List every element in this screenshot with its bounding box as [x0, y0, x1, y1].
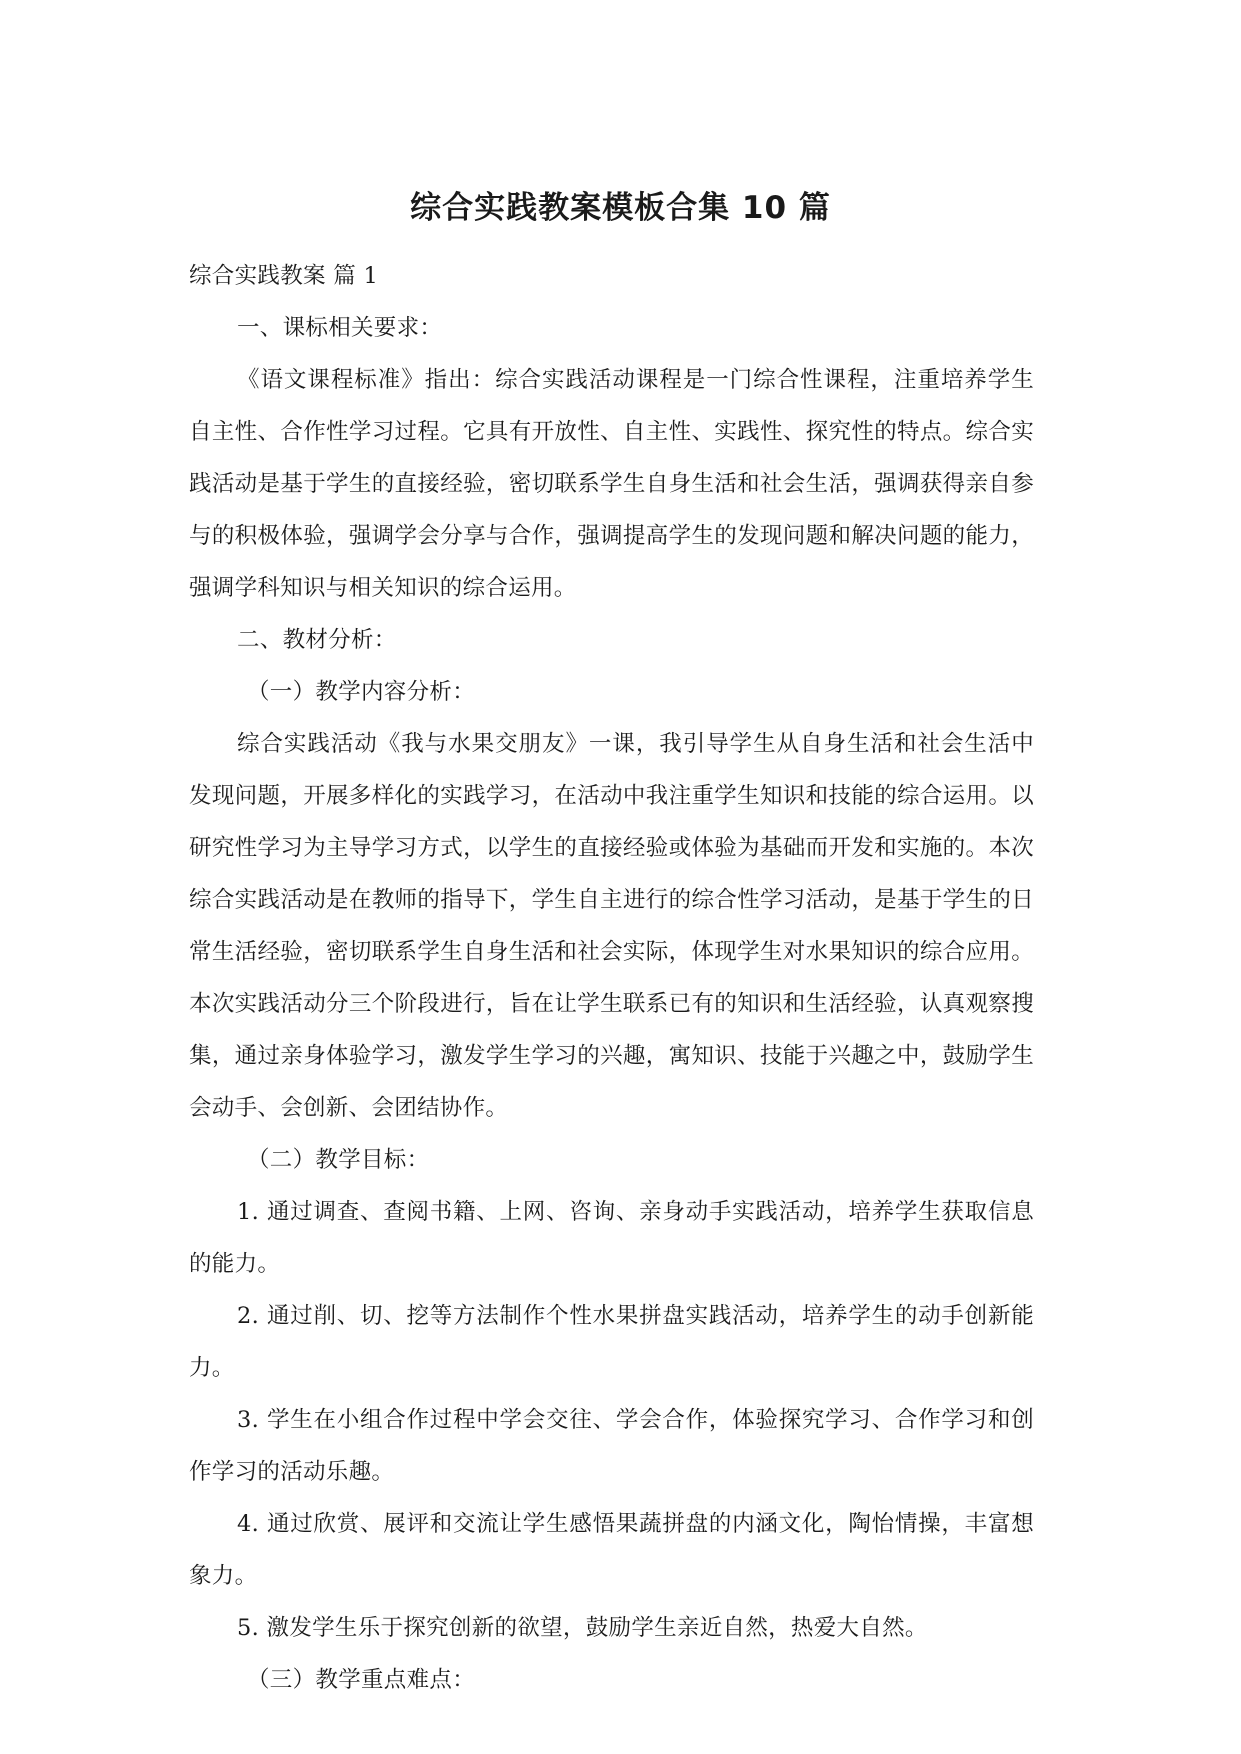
- paragraph-curriculum-standard: 《语文课程标准》指出：综合实践活动课程是一门综合性课程，注重培养学生自主性、合作性学习过程。它具有开放性、自主性、实践性、探究性的特点。综合实践活动是基于学生的直接经验，密切联系学生自身生活和社会生活，强调获得亲自参与的积极体验，强调学会分享与合作，强调提高学生的发现问题和解决问题的能力，强调学科知识与相关知识的综合运用。: [189, 367, 1034, 601]
- section-heading: 综合实践教案 篇 1: [189, 263, 379, 289]
- goal-item-4: 4. 通过欣赏、展评和交流让学生感悟果蔬拼盘的内涵文化，陶怡情操，丰富想象力。: [189, 1511, 1034, 1589]
- goal-item-3: 3. 学生在小组合作过程中学会交往、学会合作，体验探究学习、合作学习和创作学习的活动乐趣。: [189, 1407, 1034, 1485]
- goal-item-5: 5. 激发学生乐于探究创新的欲望，鼓励学生亲近自然，热爱大自然。: [237, 1615, 928, 1641]
- heading-textbook-analysis: 二、教材分析：: [237, 627, 397, 653]
- subheading-key-difficulties: （三）教学重点难点：: [247, 1667, 476, 1693]
- document-title: 综合实践教案模板合集 10 篇: [410, 190, 831, 226]
- subheading-teaching-goals: （二）教学目标：: [247, 1147, 430, 1173]
- heading-curriculum-requirements: 一、课标相关要求：: [237, 315, 443, 341]
- goal-item-1: 1. 通过调查、查阅书籍、上网、咨询、亲身动手实践活动，培养学生获取信息的能力。: [189, 1199, 1034, 1277]
- paragraph-content-analysis: 综合实践活动《我与水果交朋友》一课，我引导学生从自身生活和社会生活中发现问题，开展多样化的实践学习，在活动中我注重学生知识和技能的综合运用。以研究性学习为主导学习方式，以学生的直接经验或体验为基础而开发和实施的。本次综合实践活动是在教师的指导下，学生自主进行的综合性学习活动，是基于学生的日常生活经验，密切联系学生自身生活和社会实际，体现学生对水果知识的综合应用。本次实践活动分三个阶段进行，旨在让学生联系已有的知识和生活经验，认真观察搜集，通过亲身体验学习，激发学生学习的兴趣，寓知识、技能于兴趣之中，鼓励学生会动手、会创新、会团结协作。: [189, 731, 1034, 1121]
- goal-item-2: 2. 通过削、切、挖等方法制作个性水果拼盘实践活动，培养学生的动手创新能力。: [189, 1303, 1034, 1381]
- document-body: [189, 250, 1034, 1706]
- subheading-content-analysis: （一）教学内容分析：: [247, 679, 476, 705]
